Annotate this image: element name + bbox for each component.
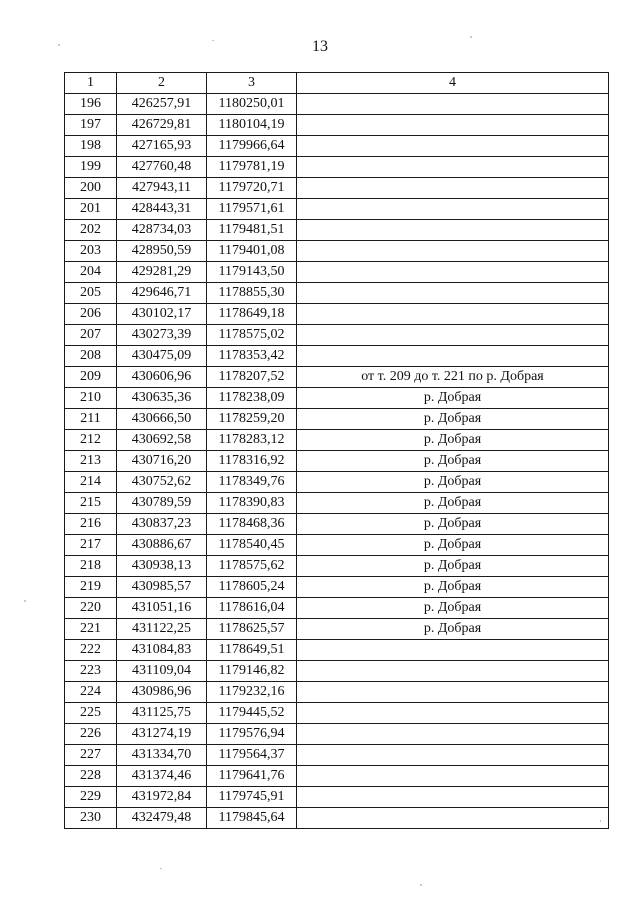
note-cell: р. Добрая — [297, 388, 609, 409]
y-coordinate-cell: 1178207,52 — [207, 367, 297, 388]
point-number-cell: 217 — [65, 535, 117, 556]
note-cell — [297, 262, 609, 283]
table-row — [65, 766, 609, 787]
y-coordinate-cell: 1178855,30 — [207, 283, 297, 304]
x-coordinate-cell: 431109,04 — [117, 661, 207, 682]
point-number-cell: 207 — [65, 325, 117, 346]
table-row — [65, 787, 609, 808]
note-cell — [297, 220, 609, 241]
note-cell: р. Добрая — [297, 577, 609, 598]
point-number-cell: 197 — [65, 115, 117, 136]
table-row — [65, 808, 609, 829]
y-coordinate-cell: 1179401,08 — [207, 241, 297, 262]
note-cell: р. Добрая — [297, 556, 609, 577]
x-coordinate-cell: 430837,23 — [117, 514, 207, 535]
table-row — [65, 178, 609, 199]
y-coordinate-cell: 1178540,45 — [207, 535, 297, 556]
table-row — [65, 115, 609, 136]
point-number-cell: 214 — [65, 472, 117, 493]
y-coordinate-cell: 1179845,64 — [207, 808, 297, 829]
x-coordinate-cell: 430102,17 — [117, 304, 207, 325]
table-row — [65, 556, 609, 577]
point-number-cell: 222 — [65, 640, 117, 661]
scan-speck — [58, 44, 60, 46]
note-cell — [297, 724, 609, 745]
table-row — [65, 262, 609, 283]
point-number-cell: 202 — [65, 220, 117, 241]
scan-speck — [212, 40, 214, 41]
table-row — [65, 661, 609, 682]
point-number-cell: 215 — [65, 493, 117, 514]
y-coordinate-cell: 1179564,37 — [207, 745, 297, 766]
point-number-cell: 224 — [65, 682, 117, 703]
x-coordinate-cell: 431125,75 — [117, 703, 207, 724]
point-number-cell: 216 — [65, 514, 117, 535]
x-coordinate-cell: 428734,03 — [117, 220, 207, 241]
column-header-3: 3 — [207, 73, 297, 94]
y-coordinate-cell: 1178649,18 — [207, 304, 297, 325]
scan-speck — [420, 884, 422, 886]
x-coordinate-cell: 431084,83 — [117, 640, 207, 661]
point-number-cell: 200 — [65, 178, 117, 199]
table-row — [65, 472, 609, 493]
note-cell — [297, 661, 609, 682]
x-coordinate-cell: 430716,20 — [117, 451, 207, 472]
y-coordinate-cell: 1179641,76 — [207, 766, 297, 787]
x-coordinate-cell: 430886,67 — [117, 535, 207, 556]
point-number-cell: 227 — [65, 745, 117, 766]
scan-speck — [470, 36, 472, 38]
y-coordinate-cell: 1178575,02 — [207, 325, 297, 346]
table-row — [65, 325, 609, 346]
y-coordinate-cell: 1179146,82 — [207, 661, 297, 682]
y-coordinate-cell: 1178616,04 — [207, 598, 297, 619]
point-number-cell: 203 — [65, 241, 117, 262]
point-number-cell: 201 — [65, 199, 117, 220]
point-number-cell: 212 — [65, 430, 117, 451]
table-row — [65, 682, 609, 703]
point-number-cell: 213 — [65, 451, 117, 472]
x-coordinate-cell: 427760,48 — [117, 157, 207, 178]
note-cell — [297, 136, 609, 157]
point-number-cell: 199 — [65, 157, 117, 178]
table-row — [65, 346, 609, 367]
table-row — [65, 703, 609, 724]
table-row — [65, 745, 609, 766]
page-number: 13 — [312, 38, 328, 55]
y-coordinate-cell: 1179232,16 — [207, 682, 297, 703]
x-coordinate-cell: 431122,25 — [117, 619, 207, 640]
point-number-cell: 209 — [65, 367, 117, 388]
y-coordinate-cell: 1179745,91 — [207, 787, 297, 808]
note-cell: р. Добрая — [297, 619, 609, 640]
point-number-cell: 219 — [65, 577, 117, 598]
x-coordinate-cell: 431972,84 — [117, 787, 207, 808]
table-row — [65, 493, 609, 514]
y-coordinate-cell: 1179445,52 — [207, 703, 297, 724]
point-number-cell: 204 — [65, 262, 117, 283]
note-cell: р. Добрая — [297, 598, 609, 619]
x-coordinate-cell: 430986,96 — [117, 682, 207, 703]
note-cell: от т. 209 до т. 221 по р. Добрая — [297, 367, 609, 388]
note-cell — [297, 787, 609, 808]
x-coordinate-cell: 430692,58 — [117, 430, 207, 451]
y-coordinate-cell: 1179571,61 — [207, 199, 297, 220]
x-coordinate-cell: 431274,19 — [117, 724, 207, 745]
point-number-cell: 206 — [65, 304, 117, 325]
y-coordinate-cell: 1180104,19 — [207, 115, 297, 136]
note-cell — [297, 178, 609, 199]
x-coordinate-cell: 430635,36 — [117, 388, 207, 409]
x-coordinate-cell: 430606,96 — [117, 367, 207, 388]
x-coordinate-cell: 430666,50 — [117, 409, 207, 430]
point-number-cell: 228 — [65, 766, 117, 787]
point-number-cell: 230 — [65, 808, 117, 829]
y-coordinate-cell: 1178468,36 — [207, 514, 297, 535]
note-cell — [297, 94, 609, 115]
note-cell: р. Добрая — [297, 514, 609, 535]
x-coordinate-cell: 428443,31 — [117, 199, 207, 220]
x-coordinate-cell: 427943,11 — [117, 178, 207, 199]
note-cell — [297, 682, 609, 703]
table-row — [65, 304, 609, 325]
table-row — [65, 157, 609, 178]
column-header-4: 4 — [297, 73, 609, 94]
table-row — [65, 598, 609, 619]
y-coordinate-cell: 1179576,94 — [207, 724, 297, 745]
note-cell — [297, 241, 609, 262]
y-coordinate-cell: 1178390,83 — [207, 493, 297, 514]
column-header-2: 2 — [117, 73, 207, 94]
y-coordinate-cell: 1179481,51 — [207, 220, 297, 241]
y-coordinate-cell: 1179781,19 — [207, 157, 297, 178]
note-cell — [297, 703, 609, 724]
table-row — [65, 367, 609, 388]
note-cell — [297, 199, 609, 220]
y-coordinate-cell: 1178625,57 — [207, 619, 297, 640]
table-row — [65, 241, 609, 262]
note-cell — [297, 346, 609, 367]
y-coordinate-cell: 1178649,51 — [207, 640, 297, 661]
table-row — [65, 94, 609, 115]
note-cell: р. Добрая — [297, 535, 609, 556]
point-number-cell: 211 — [65, 409, 117, 430]
table-row — [65, 640, 609, 661]
y-coordinate-cell: 1179966,64 — [207, 136, 297, 157]
table-row — [65, 136, 609, 157]
x-coordinate-cell: 431334,70 — [117, 745, 207, 766]
note-cell — [297, 115, 609, 136]
scan-speck — [600, 820, 601, 822]
y-coordinate-cell: 1180250,01 — [207, 94, 297, 115]
x-coordinate-cell: 430985,57 — [117, 577, 207, 598]
point-number-cell: 218 — [65, 556, 117, 577]
y-coordinate-cell: 1178605,24 — [207, 577, 297, 598]
table-row — [65, 220, 609, 241]
point-number-cell: 221 — [65, 619, 117, 640]
note-cell: р. Добрая — [297, 430, 609, 451]
table-row — [65, 619, 609, 640]
point-number-cell: 225 — [65, 703, 117, 724]
point-number-cell: 226 — [65, 724, 117, 745]
table-row — [65, 199, 609, 220]
x-coordinate-cell: 427165,93 — [117, 136, 207, 157]
note-cell — [297, 325, 609, 346]
y-coordinate-cell: 1178238,09 — [207, 388, 297, 409]
x-coordinate-cell: 429646,71 — [117, 283, 207, 304]
coordinates-table — [64, 72, 609, 829]
point-number-cell: 220 — [65, 598, 117, 619]
point-number-cell: 223 — [65, 661, 117, 682]
y-coordinate-cell: 1178259,20 — [207, 409, 297, 430]
note-cell — [297, 283, 609, 304]
note-cell: р. Добрая — [297, 451, 609, 472]
note-cell: р. Добрая — [297, 493, 609, 514]
y-coordinate-cell: 1179143,50 — [207, 262, 297, 283]
table-row — [65, 409, 609, 430]
x-coordinate-cell: 430475,09 — [117, 346, 207, 367]
x-coordinate-cell: 426729,81 — [117, 115, 207, 136]
column-header-1: 1 — [65, 73, 117, 94]
table-header-row — [65, 73, 609, 94]
note-cell — [297, 808, 609, 829]
x-coordinate-cell: 431051,16 — [117, 598, 207, 619]
y-coordinate-cell: 1178349,76 — [207, 472, 297, 493]
x-coordinate-cell: 428950,59 — [117, 241, 207, 262]
point-number-cell: 210 — [65, 388, 117, 409]
y-coordinate-cell: 1179720,71 — [207, 178, 297, 199]
note-cell — [297, 745, 609, 766]
x-coordinate-cell: 432479,48 — [117, 808, 207, 829]
note-cell — [297, 157, 609, 178]
table-row — [65, 514, 609, 535]
table-row — [65, 283, 609, 304]
table-row — [65, 430, 609, 451]
table-row — [65, 724, 609, 745]
x-coordinate-cell: 430752,62 — [117, 472, 207, 493]
y-coordinate-cell: 1178353,42 — [207, 346, 297, 367]
point-number-cell: 196 — [65, 94, 117, 115]
x-coordinate-cell: 430273,39 — [117, 325, 207, 346]
scan-speck — [24, 600, 26, 602]
x-coordinate-cell: 430789,59 — [117, 493, 207, 514]
point-number-cell: 198 — [65, 136, 117, 157]
table-row — [65, 577, 609, 598]
y-coordinate-cell: 1178316,92 — [207, 451, 297, 472]
x-coordinate-cell: 426257,91 — [117, 94, 207, 115]
table-row — [65, 388, 609, 409]
note-cell: р. Добрая — [297, 409, 609, 430]
y-coordinate-cell: 1178283,12 — [207, 430, 297, 451]
point-number-cell: 208 — [65, 346, 117, 367]
note-cell — [297, 766, 609, 787]
note-cell — [297, 640, 609, 661]
y-coordinate-cell: 1178575,62 — [207, 556, 297, 577]
note-cell — [297, 304, 609, 325]
point-number-cell: 205 — [65, 283, 117, 304]
table-body — [65, 94, 609, 829]
x-coordinate-cell: 431374,46 — [117, 766, 207, 787]
note-cell: р. Добрая — [297, 472, 609, 493]
scan-speck — [160, 868, 162, 869]
x-coordinate-cell: 429281,29 — [117, 262, 207, 283]
table-row — [65, 451, 609, 472]
table-row — [65, 535, 609, 556]
x-coordinate-cell: 430938,13 — [117, 556, 207, 577]
point-number-cell: 229 — [65, 787, 117, 808]
